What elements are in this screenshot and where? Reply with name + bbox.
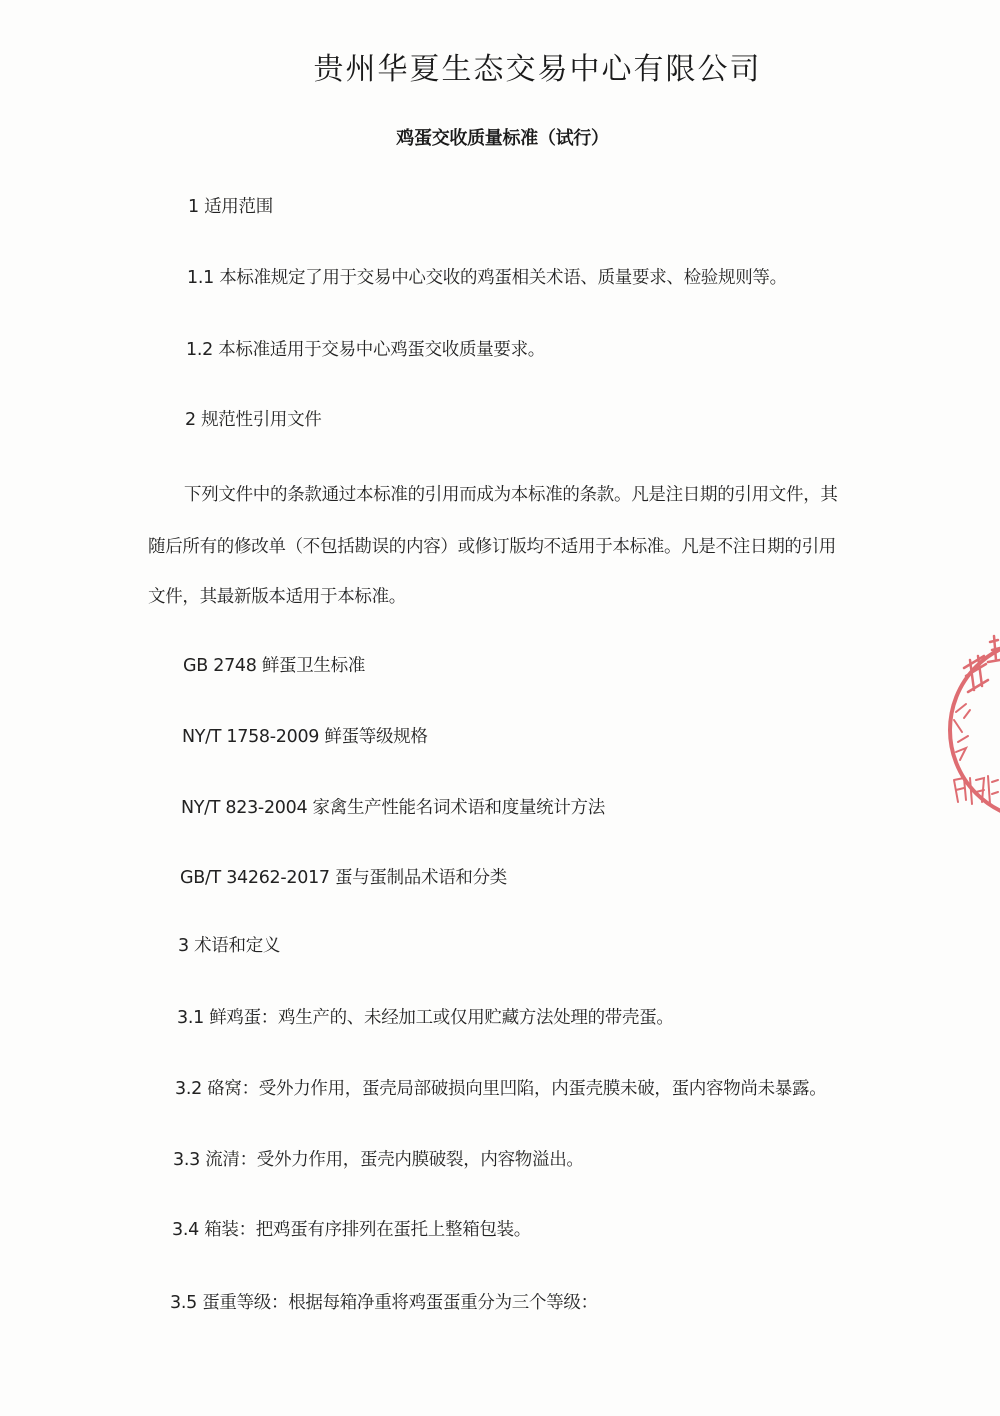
reference-item: GB/T 34262-2017 蛋与蛋制品术语和分类 [180, 868, 507, 888]
paragraph-line: 文件，其最新版本适用于本标准。 [148, 587, 406, 607]
clause: 3.2 硌窝：受外力作用，蛋壳局部破损向里凹陷，内蛋壳膜未破，蛋内容物尚未暴露。 [175, 1079, 827, 1099]
document-title: 鸡蛋交收质量标准（试行） [396, 128, 609, 149]
section-heading: 3 术语和定义 [178, 936, 281, 956]
paragraph-line: 下列文件中的条款通过本标准的引用而成为本标准的条款。凡是注日期的引用文件，其 [184, 485, 838, 505]
reference-item: NY/T 823-2004 家禽生产性能名词术语和度量统计方法 [181, 798, 605, 818]
section-heading: 2 规范性引用文件 [185, 410, 322, 430]
clause: 3.4 箱装：把鸡蛋有序排列在蛋托上整箱包装。 [172, 1220, 531, 1240]
reference-item: NY/T 1758-2009 鲜蛋等级规格 [182, 727, 428, 747]
company-name: 贵州华夏生态交易中心有限公司 [313, 52, 762, 87]
reference-item: GB 2748 鲜蛋卫生标准 [183, 656, 366, 676]
clause: 1.2 本标准适用于交易中心鸡蛋交收质量要求。 [186, 340, 545, 360]
paragraph-line: 随后所有的修改单（不包括勘误的内容）或修订版均不适用于本标准。凡是不注日期的引用 [148, 537, 836, 557]
section-heading: 1 适用范围 [188, 197, 273, 217]
company-seal-stamp [940, 620, 1000, 840]
clause: 3.3 流清：受外力作用，蛋壳内膜破裂，内容物溢出。 [173, 1150, 584, 1170]
clause: 3.5 蛋重等级：根据每箱净重将鸡蛋蛋重分为三个等级： [170, 1293, 598, 1313]
clause: 3.1 鲜鸡蛋：鸡生产的、未经加工或仅用贮藏方法处理的带壳蛋。 [177, 1008, 674, 1028]
clause: 1.1 本标准规定了用于交易中心交收的鸡蛋相关术语、质量要求、检验规则等。 [187, 268, 787, 288]
